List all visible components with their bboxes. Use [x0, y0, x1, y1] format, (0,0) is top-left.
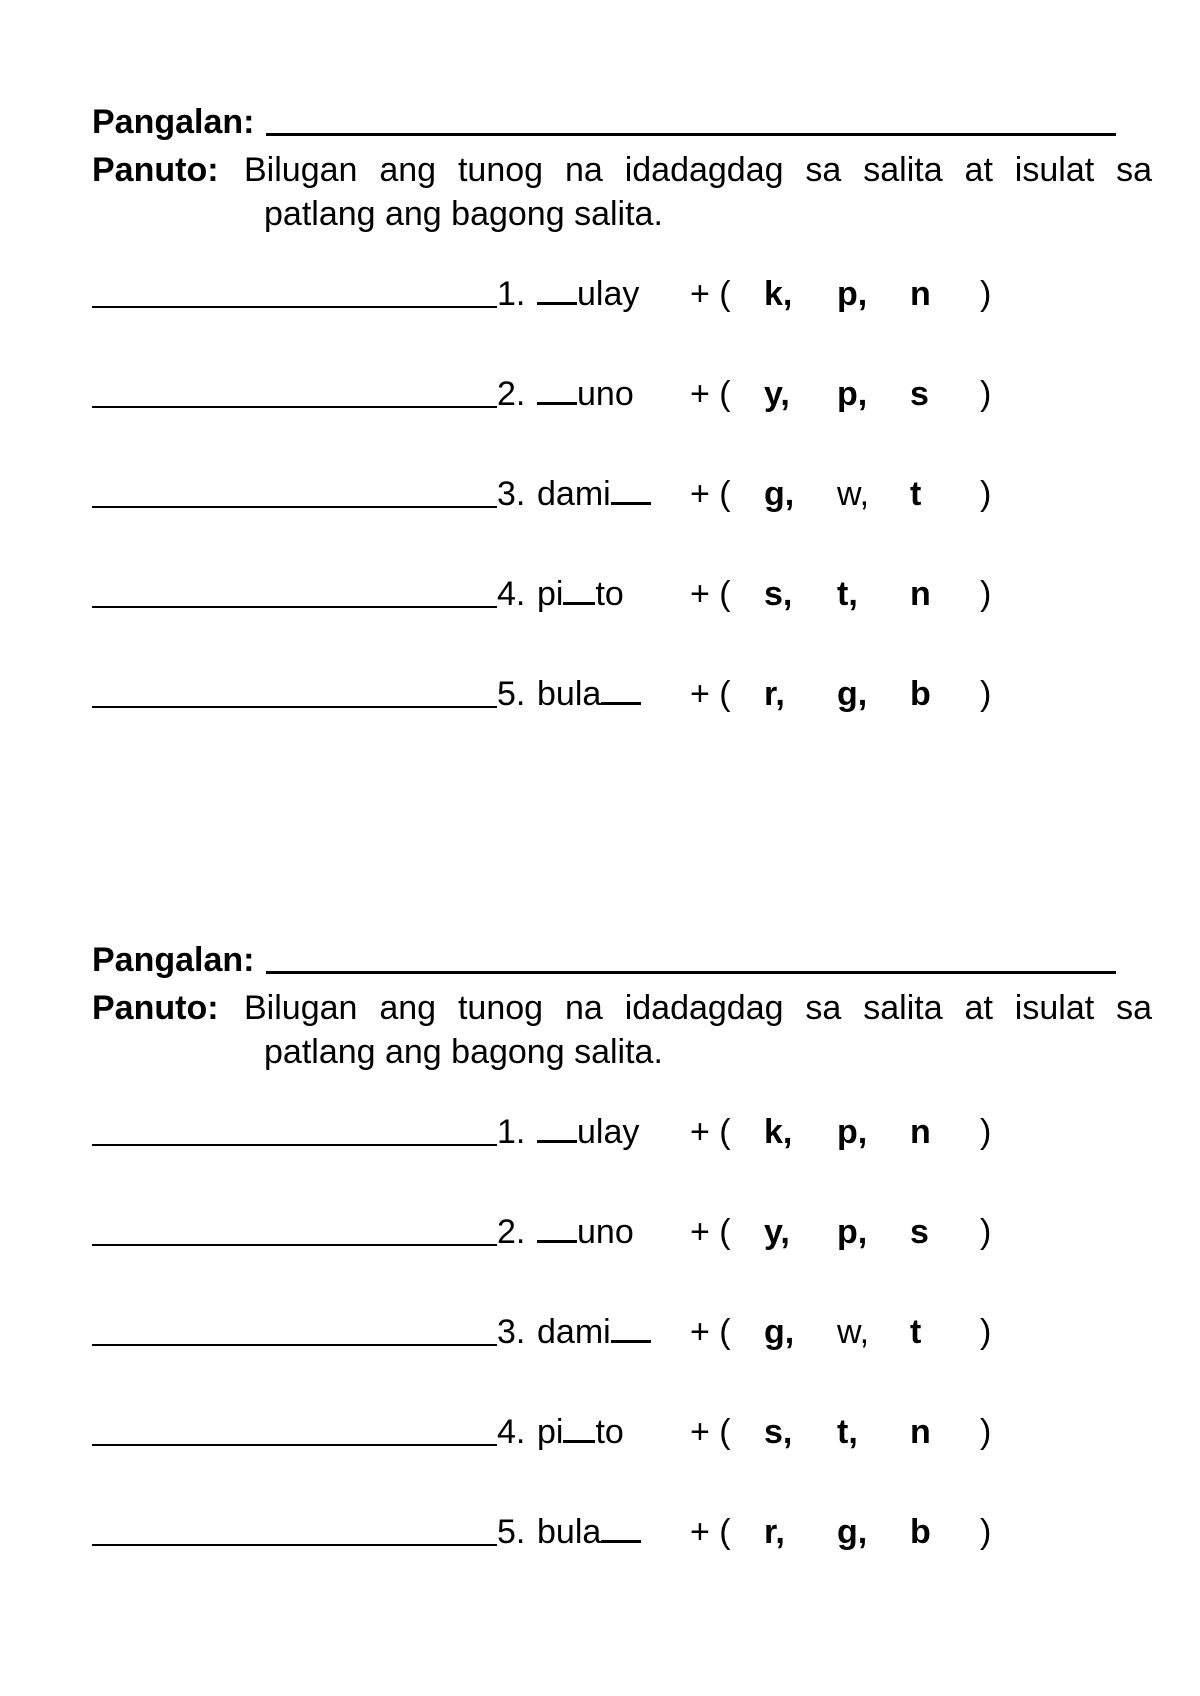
instructions: [92, 986, 1152, 1074]
name-row: [92, 930, 1152, 980]
plus-sign: + (: [690, 375, 731, 413]
close-paren: ): [980, 1513, 992, 1551]
letter-blank: [563, 572, 595, 605]
list-item: [92, 572, 1152, 672]
option-1[interactable]: g,: [764, 1313, 795, 1351]
plus-sign: + (: [690, 1413, 731, 1451]
list-item: [92, 1310, 1152, 1410]
answer-blank-line[interactable]: [92, 606, 497, 608]
answer-blank-line[interactable]: [92, 706, 497, 708]
close-paren: ): [980, 375, 992, 413]
word-suffix: uno: [577, 1213, 634, 1251]
option-3[interactable]: n: [910, 1113, 931, 1151]
option-2[interactable]: g,: [837, 1513, 868, 1551]
list-item: [92, 272, 1152, 372]
item-number: 2.: [497, 1213, 526, 1251]
option-3[interactable]: n: [910, 275, 931, 313]
item-number: 5.: [497, 1513, 526, 1551]
word-suffix: to: [595, 575, 624, 613]
option-1[interactable]: k,: [764, 275, 793, 313]
answer-blank-line[interactable]: [92, 1344, 497, 1346]
option-3[interactable]: b: [910, 675, 931, 713]
word-suffix: ulay: [577, 1113, 640, 1151]
item-word: [537, 1210, 634, 1254]
option-2[interactable]: g,: [837, 675, 868, 713]
close-paren: ): [980, 1413, 992, 1451]
letter-blank: [537, 1210, 577, 1243]
name-blank-line[interactable]: [266, 133, 1116, 136]
item-word: [537, 1110, 639, 1154]
answer-blank-line[interactable]: [92, 1544, 497, 1546]
option-1[interactable]: s,: [764, 1413, 793, 1451]
letter-blank: [611, 1310, 651, 1343]
close-paren: ): [980, 275, 992, 313]
letter-blank: [601, 672, 641, 705]
option-3[interactable]: b: [910, 1513, 931, 1551]
item-number: 3.: [497, 1313, 526, 1351]
letter-blank: [537, 272, 577, 305]
item-number: 2.: [497, 375, 526, 413]
close-paren: ): [980, 1213, 992, 1251]
list-item: [92, 372, 1152, 472]
item-list: [92, 1110, 1152, 1610]
word-prefix: dami: [537, 475, 611, 513]
item-word: [537, 1410, 624, 1454]
option-3[interactable]: n: [910, 575, 931, 613]
instruction-text: Bilugan ang tunog na idadagdag sa salita at isulat sa patlang ang bagong salita.: [244, 151, 1152, 233]
answer-blank-line[interactable]: [92, 506, 497, 508]
option-2[interactable]: p,: [837, 275, 868, 313]
instruction-label: Panuto:: [92, 989, 219, 1027]
option-1[interactable]: s,: [764, 575, 793, 613]
answer-blank-line[interactable]: [92, 306, 497, 308]
list-item: [92, 1210, 1152, 1310]
word-prefix: bula: [537, 675, 602, 713]
word-suffix: to: [595, 1413, 624, 1451]
item-word: [537, 372, 634, 416]
plus-sign: + (: [690, 575, 731, 613]
word-prefix: bula: [537, 1513, 602, 1551]
plus-sign: + (: [690, 1113, 731, 1151]
item-word: [537, 472, 651, 516]
option-2[interactable]: p,: [837, 1113, 868, 1151]
answer-blank-line[interactable]: [92, 406, 497, 408]
worksheet-1: [92, 92, 1152, 772]
word-prefix: pi: [537, 575, 564, 613]
item-word: [537, 1510, 641, 1554]
answer-blank-line[interactable]: [92, 1444, 497, 1446]
close-paren: ): [980, 675, 992, 713]
instructions: [92, 148, 1152, 236]
plus-sign: + (: [690, 675, 731, 713]
option-2[interactable]: p,: [837, 375, 868, 413]
word-suffix: ulay: [577, 275, 640, 313]
option-2[interactable]: p,: [837, 1213, 868, 1251]
option-1[interactable]: r,: [764, 675, 785, 713]
close-paren: ): [980, 1313, 992, 1351]
list-item: [92, 1510, 1152, 1610]
list-item: [92, 1410, 1152, 1510]
list-item: [92, 472, 1152, 572]
plus-sign: + (: [690, 1313, 731, 1351]
letter-blank: [537, 372, 577, 405]
item-word: [537, 572, 624, 616]
item-word: [537, 672, 641, 716]
option-1[interactable]: r,: [764, 1513, 785, 1551]
answer-blank-line[interactable]: [92, 1244, 497, 1246]
letter-blank: [537, 1110, 577, 1143]
letter-blank: [611, 472, 651, 505]
close-paren: ): [980, 475, 992, 513]
item-list: [92, 272, 1152, 772]
option-2[interactable]: t,: [837, 1413, 858, 1451]
option-2[interactable]: w,: [837, 1313, 870, 1351]
option-3[interactable]: t: [910, 1313, 922, 1351]
item-number: 3.: [497, 475, 526, 513]
instruction-text: Bilugan ang tunog na idadagdag sa salita at isulat sa patlang ang bagong salita.: [244, 989, 1152, 1071]
name-label: Pangalan:: [92, 941, 255, 979]
plus-sign: + (: [690, 475, 731, 513]
answer-blank-line[interactable]: [92, 1144, 497, 1146]
letter-blank: [601, 1510, 641, 1543]
close-paren: ): [980, 1113, 992, 1151]
instruction-label: Panuto:: [92, 151, 219, 189]
word-suffix: uno: [577, 375, 634, 413]
name-row: [92, 92, 1152, 142]
list-item: [92, 1110, 1152, 1210]
item-number: 1.: [497, 275, 526, 313]
name-blank-line[interactable]: [266, 971, 1116, 974]
close-paren: ): [980, 575, 992, 613]
plus-sign: + (: [690, 1213, 731, 1251]
worksheet-2: [92, 930, 1152, 1610]
item-number: 5.: [497, 675, 526, 713]
letter-blank: [563, 1410, 595, 1443]
word-prefix: dami: [537, 1313, 611, 1351]
option-1[interactable]: y,: [764, 375, 790, 413]
option-3[interactable]: n: [910, 1413, 931, 1451]
list-item: [92, 672, 1152, 772]
option-1[interactable]: y,: [764, 1213, 790, 1251]
item-word: [537, 272, 639, 316]
option-2[interactable]: t,: [837, 575, 858, 613]
option-3[interactable]: s: [910, 375, 929, 413]
option-3[interactable]: t: [910, 475, 922, 513]
option-2[interactable]: w,: [837, 475, 870, 513]
item-number: 4.: [497, 1413, 526, 1451]
plus-sign: + (: [690, 275, 731, 313]
plus-sign: + (: [690, 1513, 731, 1551]
name-label: Pangalan:: [92, 103, 255, 141]
option-3[interactable]: s: [910, 1213, 929, 1251]
word-prefix: pi: [537, 1413, 564, 1451]
option-1[interactable]: k,: [764, 1113, 793, 1151]
item-number: 1.: [497, 1113, 526, 1151]
option-1[interactable]: g,: [764, 475, 795, 513]
item-word: [537, 1310, 651, 1354]
item-number: 4.: [497, 575, 526, 613]
